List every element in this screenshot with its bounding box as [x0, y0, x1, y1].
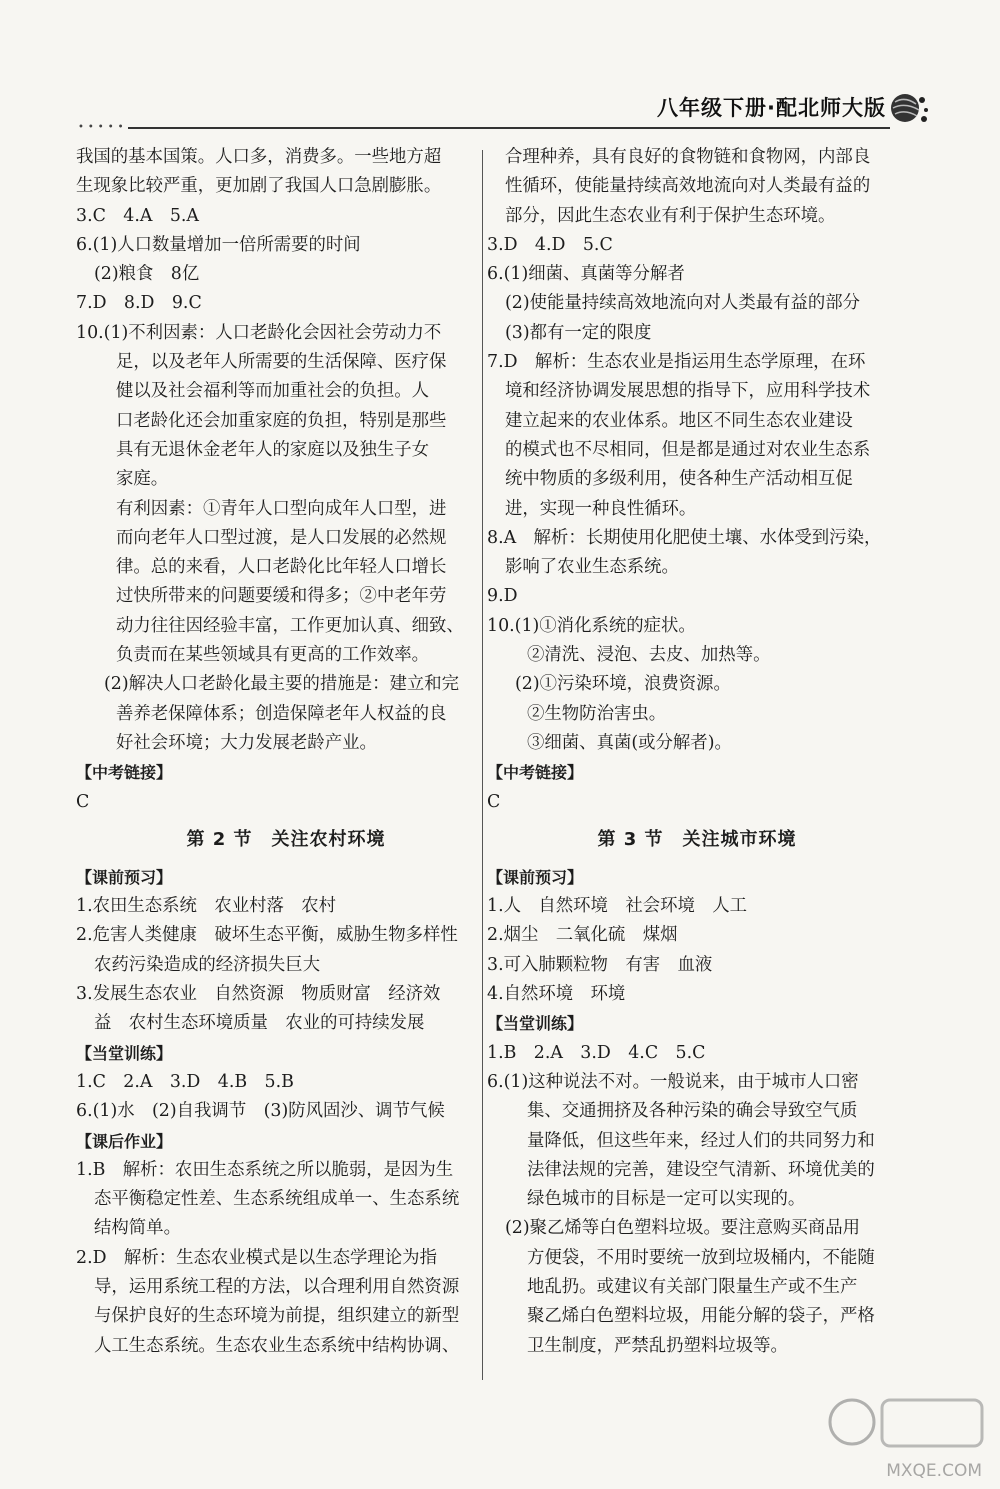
answer-line: 9.D	[487, 586, 518, 607]
answer-line: 集、交通拥挤及各种污染的确会导致空气质	[527, 1101, 858, 1122]
answer-line: 农药污染造成的经济损失巨大	[94, 954, 321, 975]
answer-line: 动力往往因经验丰富，工作更加认真、细致、	[116, 615, 464, 636]
section-label: 【中考链接】	[487, 763, 584, 783]
section-title-2: 第 2 节 关注农村环境	[186, 828, 386, 850]
answer-line: 10.(1)不利因素：人口老龄化会因社会劳动力不	[76, 322, 442, 343]
right-column	[487, 143, 907, 1361]
header-rule	[128, 127, 890, 129]
answer-line: ③细菌、真菌(或分解者)。	[527, 732, 732, 753]
header-title: 八年级下册·配北师大版	[657, 96, 886, 120]
answer-line: 地乱扔。或建议有关部门限量生产或不生产	[527, 1276, 858, 1297]
answer-line: 10.(1)①消化系统的症状。	[487, 615, 696, 636]
left-column	[76, 143, 496, 1361]
answer-line: 6.(1)人口数量增加一倍所需要的时间	[76, 234, 361, 255]
answer-line: 与保护良好的生态环境为前提，组织建立的新型	[94, 1306, 460, 1327]
answer-line: (2)聚乙烯等白色塑料垃圾。要注意购买商品用	[505, 1218, 861, 1239]
answer-line: 口老龄化还会加重家庭的负担，特别是那些	[116, 410, 447, 431]
section-label: 【当堂训练】	[487, 1014, 584, 1034]
section-label: 【课前预习】	[76, 867, 173, 887]
answer-line: 律。总的来看，人口老龄化比年轻人口增长	[116, 557, 447, 578]
section-label: 【课前预习】	[487, 867, 584, 887]
answer-line: 过快所带来的问题要缓和得多；②中老年劳	[116, 586, 447, 607]
section-title-3: 第 3 节 关注城市环境	[597, 828, 797, 850]
answer-line: 部分，因此生态农业有利于保护生态环境。	[505, 205, 836, 226]
page-header	[70, 86, 970, 132]
answer-line: 法律法规的完善，建设空气清新、环境优美的	[527, 1159, 875, 1180]
answer-line: 6.(1)水 (2)自我调节 (3)防风固沙、调节气候	[76, 1101, 445, 1122]
sphere-logo-icon	[888, 86, 930, 128]
answer-line: 1.B 2.A 3.D 4.C 5.C	[487, 1042, 706, 1063]
answer-line: 善养老保障体系；创造保障老年人权益的良	[116, 703, 447, 724]
answer-line: (3)都有一定的限度	[505, 322, 652, 343]
answer-line: 3.C 4.A 5.A	[76, 205, 199, 226]
answer-line: 我国的基本国策。人口多，消费多。一些地方超	[76, 147, 442, 167]
answer-line: 影响了农业生态系统。	[505, 557, 679, 578]
answer-line: 负责而在某些领域具有更高的工作效率。	[116, 645, 430, 666]
answer-line: 1.人 自然环境 社会环境 人工	[487, 896, 748, 917]
answer-line: 2.危害人类健康 破坏生态平衡，威胁生物多样性	[76, 925, 458, 946]
answer-line: 生现象比较严重，更加剧了我国人口急剧膨胀。	[76, 176, 442, 197]
watermark-logo	[810, 1370, 990, 1485]
right-answers-top	[487, 143, 907, 817]
section-label: 【中考链接】	[76, 763, 173, 783]
answer-line: 健以及社会福利等而加重社会的负担。人	[116, 381, 430, 402]
answer-line: 聚乙烯白色塑料垃圾，用能分解的袋子，严格	[527, 1306, 875, 1327]
answer-line: 进，实现一种良性循环。	[505, 498, 697, 519]
answer-line: 4.自然环境 环境	[487, 984, 626, 1005]
answer-line: 统中物质的多级利用，使各种生产活动相互促	[505, 469, 853, 490]
answer-line: 建立起来的农业体系。地区不同生态农业建设	[505, 410, 853, 431]
answer-line: 卫生制度，严禁乱扔塑料垃圾等。	[527, 1335, 788, 1356]
answer-line: 6.(1)细菌、真菌等分解者	[487, 264, 685, 285]
answer-line: C	[76, 791, 90, 812]
answer-line: 3.可入肺颗粒物 有害 血液	[487, 954, 713, 975]
header-dots: •••••	[78, 122, 128, 133]
answer-line: 3.D 4.D 5.C	[487, 234, 613, 255]
answer-line: ②生物防治害虫。	[527, 703, 667, 724]
section-label: 【当堂训练】	[76, 1043, 173, 1063]
answer-line: 人工生态系统。生态农业生态系统中结构协调、	[94, 1335, 460, 1356]
answer-line: 1.农田生态系统 农业村落 农村	[76, 896, 337, 917]
answer-line: 8.A 解析：长期使用化肥使土壤、水体受到污染，	[487, 527, 882, 548]
answer-line: 好社会环境；大力发展老龄产业。	[116, 732, 377, 753]
answer-line: ②清洗、浸泡、去皮、加热等。	[527, 645, 771, 666]
answer-line: 结构简单。	[94, 1218, 181, 1239]
answer-line: 3.发展生态农业 自然资源 物质财富 经济效	[76, 984, 441, 1005]
answer-line: 导，运用系统工程的方法，以合理利用自然资源	[94, 1276, 460, 1297]
answer-line: (2)解决人口老龄化最主要的措施是：建立和完	[104, 674, 460, 695]
answer-line: 态平衡稳定性差、生态系统组成单一、生态系统	[94, 1189, 460, 1210]
answer-line: 2.D 解析：生态农业模式是以生态学理论为指	[76, 1247, 437, 1268]
answer-line: C	[487, 791, 501, 812]
left-answers-bottom	[76, 863, 496, 1361]
answer-line: 有利因素：①青年人口型向成年人口型，进	[116, 498, 447, 519]
answer-line: 的模式也不尽相同，但是都是通过对农业生态系	[505, 439, 871, 460]
answer-line: (2)粮食 8亿	[94, 264, 200, 285]
answer-line: 性循环，使能量持续高效地流向对人类最有益的	[505, 176, 871, 197]
answer-line: 境和经济协调发展思想的指导下，应用科学技术	[505, 381, 871, 402]
answer-line: 家庭。	[116, 469, 169, 490]
answer-line: 方便袋，不用时要统一放到垃圾桶内，不能随	[527, 1247, 875, 1268]
section-label: 【课后作业】	[76, 1131, 173, 1151]
answer-line: 6.(1)这种说法不对。一般说来，由于城市人口密	[487, 1071, 859, 1092]
answer-line: (2)①污染环境，浪费资源。	[515, 674, 731, 695]
answer-line: 合理种养，具有良好的食物链和食物网，内部良	[505, 147, 871, 167]
answer-line: 益 农村生态环境质量 农业的可持续发展	[94, 1013, 425, 1034]
answer-line: 7.D 8.D 9.C	[76, 293, 202, 314]
answer-line: 具有无退休金老年人的家庭以及独生子女	[116, 439, 430, 460]
answer-line: 7.D 解析：生态农业是指运用生态学原理，在环	[487, 352, 866, 373]
answer-line: 足，以及老年人所需要的生活保障、医疗保	[116, 352, 447, 373]
right-answers-bottom	[487, 863, 907, 1361]
answer-line: 1.C 2.A 3.D 4.B 5.B	[76, 1071, 294, 1092]
watermark-text: MXQE.COM	[886, 1461, 982, 1481]
answer-line: 量降低，但这些年来，经过人们的共同努力和	[527, 1130, 875, 1151]
answer-line: 绿色城市的目标是一定可以实现的。	[527, 1189, 806, 1210]
answer-line: 2.烟尘 二氧化硫 煤烟	[487, 925, 678, 946]
answer-line: (2)使能量持续高效地流向对人类最有益的部分	[505, 293, 861, 314]
left-answers-top	[76, 143, 496, 817]
answer-line: 而向老年人口型过渡，是人口发展的必然规	[116, 527, 447, 548]
answer-line: 1.B 解析：农田生态系统之所以脆弱，是因为生	[76, 1159, 454, 1180]
